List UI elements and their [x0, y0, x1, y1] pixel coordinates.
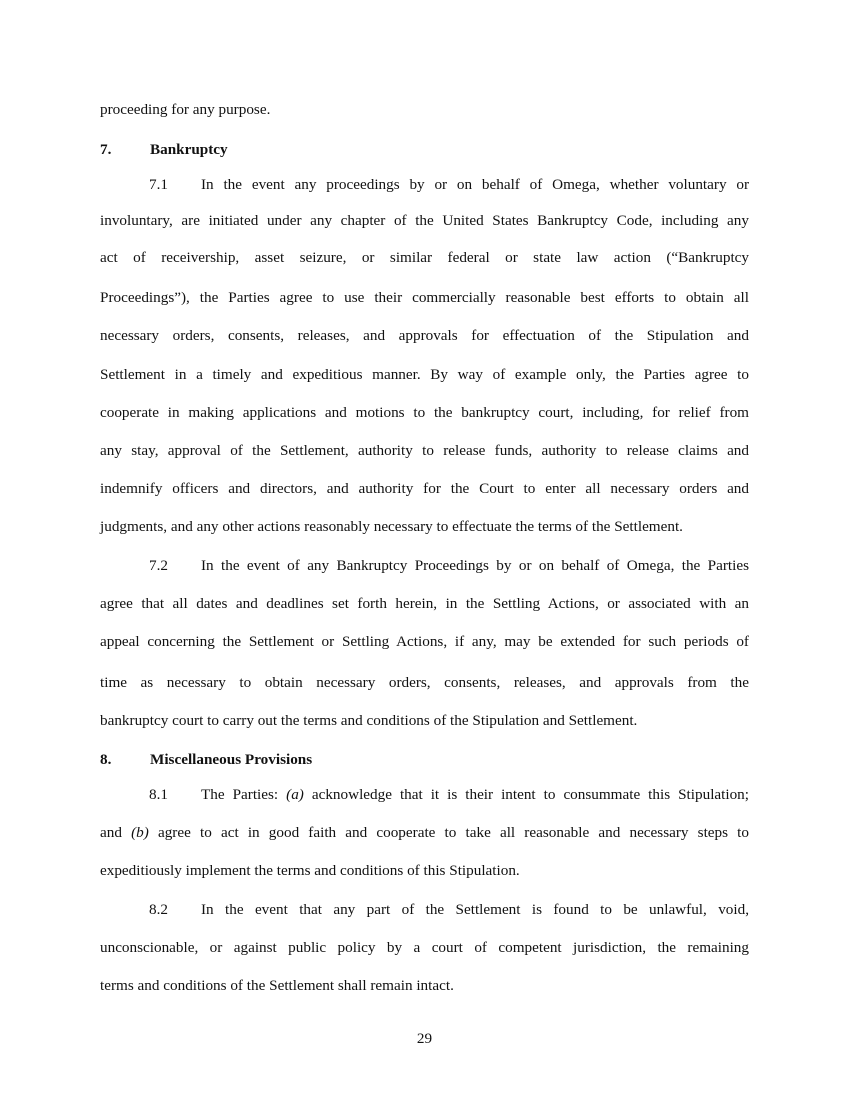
- body-text-line: Proceedings”), the Parties agree to use their commercially reasonable best efforts to obtain all: [100, 289, 749, 306]
- section-title: Bankruptcy: [150, 141, 228, 158]
- body-text: In the event of any Bankruptcy Proceedings by or on behalf of Omega, the Parties: [201, 557, 749, 574]
- body-text: In the event any proceedings by or on behalf of Omega, whether voluntary or: [201, 176, 749, 193]
- body-text-line: and (b) agree to act in good faith and cooperate to take all reasonable and necessary steps to: [100, 824, 749, 841]
- body-text-line: cooperate in making applications and motions to the bankruptcy court, including, for relief from: [100, 404, 749, 421]
- body-text: The Parties: (a) acknowledge that it is their intent to consummate this Stipulation;: [201, 786, 749, 803]
- section-number: 7.: [100, 141, 112, 158]
- body-text-line: unconscionable, or against public policy by a court of competent jurisdiction, the remaining: [100, 939, 749, 956]
- body-text-line: necessary orders, consents, releases, and approvals for effectuation of the Stipulation and: [100, 327, 749, 344]
- body-text-line: proceeding for any purpose.: [100, 101, 271, 118]
- italic-clause-marker: (a): [286, 786, 304, 803]
- body-text-line: bankruptcy court to carry out the terms and conditions of the Stipulation and Settlement.: [100, 712, 638, 729]
- section-heading-bankruptcy: [100, 141, 749, 159]
- section-heading-miscellaneous: [100, 751, 749, 769]
- section-number: 8.: [100, 751, 112, 768]
- body-text-line: terms and conditions of the Settlement shall remain intact.: [100, 977, 454, 994]
- subsection-number: 7.2: [149, 557, 168, 574]
- paragraph-first-line: [149, 557, 749, 575]
- paragraph-first-line: [149, 901, 749, 919]
- italic-clause-marker: (b): [131, 824, 149, 841]
- body-text-line: act of receivership, asset seizure, or similar federal or state law action (“Bankruptcy: [100, 249, 749, 266]
- subsection-number: 8.2: [149, 901, 168, 918]
- body-text-line: involuntary, are initiated under any chapter of the United States Bankruptcy Code, including any: [100, 212, 749, 229]
- body-text-line: judgments, and any other actions reasonably necessary to effectuate the terms of the Settlement.: [100, 518, 683, 535]
- body-text-line: agree that all dates and deadlines set forth herein, in the Settling Actions, or associated with an: [100, 595, 749, 612]
- body-text-line: appeal concerning the Settlement or Settling Actions, if any, may be extended for such periods of: [100, 633, 749, 650]
- paragraph-first-line: [149, 786, 749, 804]
- body-text-line: time as necessary to obtain necessary orders, consents, releases, and approvals from the: [100, 674, 749, 691]
- subsection-number: 8.1: [149, 786, 168, 803]
- page-number: 29: [416, 1030, 433, 1047]
- body-text-line: indemnify officers and directors, and authority for the Court to enter all necessary orders and: [100, 480, 749, 497]
- body-text: In the event that any part of the Settlement is found to be unlawful, void,: [201, 901, 749, 918]
- body-text-line: expeditiously implement the terms and conditions of this Stipulation.: [100, 862, 520, 879]
- section-title: Miscellaneous Provisions: [150, 751, 313, 768]
- body-text-line: Settlement in a timely and expeditious manner. By way of example only, the Parties agree to: [100, 366, 749, 383]
- body-text-line: any stay, approval of the Settlement, authority to release funds, authority to release claims and: [100, 442, 749, 459]
- subsection-number: 7.1: [149, 176, 168, 193]
- paragraph-first-line: [149, 176, 749, 194]
